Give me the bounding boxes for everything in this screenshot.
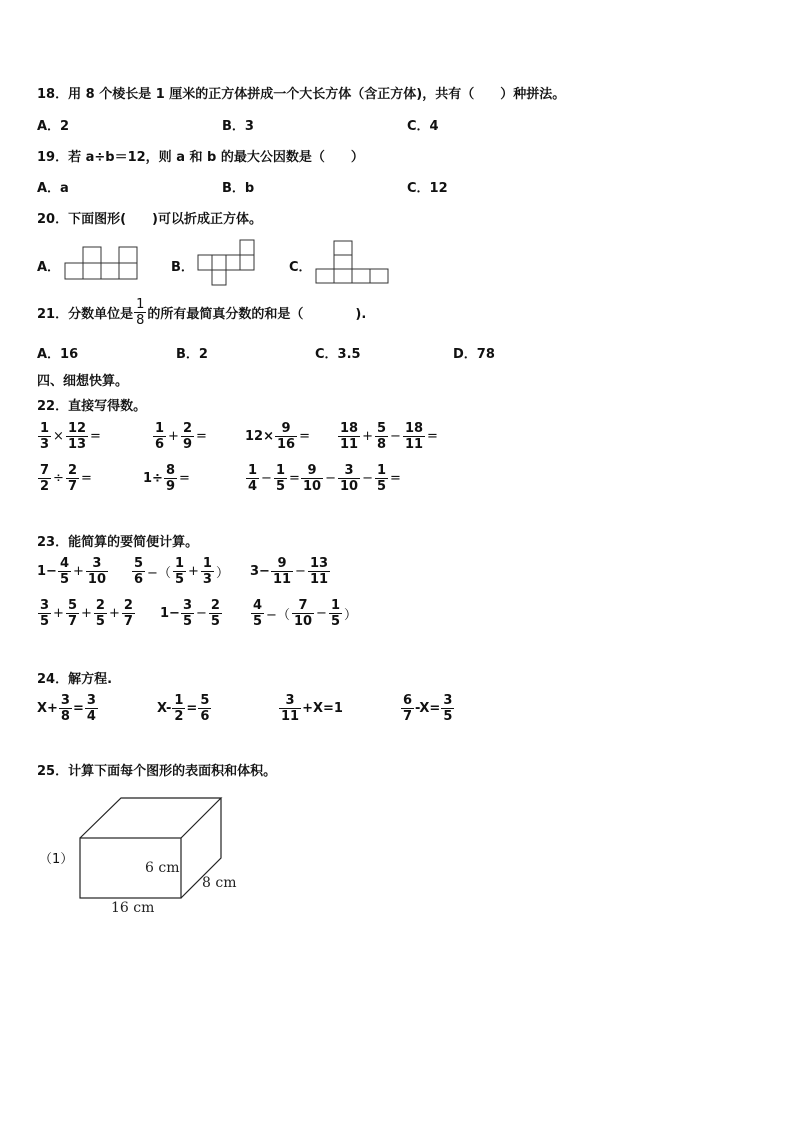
operator: + — [73, 564, 84, 579]
operator: + — [81, 606, 92, 621]
numerator: 1 — [174, 693, 184, 708]
operator: + — [362, 429, 373, 444]
q22-expr-7 — [245, 463, 301, 494]
q23-expr-1 — [37, 556, 109, 587]
q23-expr-6 — [250, 598, 358, 629]
fraction — [246, 463, 259, 494]
fraction — [172, 693, 185, 724]
term: = — [72, 701, 84, 716]
operator: = — [90, 429, 101, 444]
denominator: 9 — [182, 437, 192, 452]
numerator: 3 — [443, 693, 453, 708]
cuboid-figure — [75, 793, 245, 918]
operator: = — [196, 429, 207, 444]
numerator: 1 — [40, 421, 50, 436]
cuboid-height-label: 6 cm — [145, 860, 180, 876]
fraction — [38, 463, 51, 494]
denominator: 4 — [248, 479, 258, 494]
numerator: 1 — [155, 421, 165, 436]
operator: −（ — [266, 608, 290, 623]
fraction — [66, 598, 79, 629]
numerator: 2 — [182, 421, 192, 436]
cuboid-depth-label: 8 cm — [202, 875, 237, 891]
numerator: 5 — [200, 693, 210, 708]
operator: × — [53, 429, 64, 444]
fraction — [86, 556, 108, 587]
q20-option-c[interactable]: C． — [289, 260, 312, 275]
numerator: 1 — [202, 556, 212, 571]
fraction — [338, 463, 360, 494]
q22-expr-5 — [37, 463, 93, 494]
denominator: 3 — [202, 572, 212, 587]
question-19: 19．若 a÷b＝12，则 a 和 b 的最大公因数是（ ） — [37, 150, 364, 165]
fraction — [122, 598, 135, 629]
numerator: 1 — [174, 556, 184, 571]
operator: − — [261, 471, 272, 486]
q24-equation-4 — [400, 693, 455, 724]
numerator: 6 — [403, 693, 413, 708]
q21-option-c[interactable]: C．3.5 — [315, 347, 361, 362]
question-25: 25．计算下面每个图形的表面积和体积。 — [37, 764, 277, 779]
q21-option-b[interactable]: B．2 — [176, 347, 208, 362]
operator: − — [325, 471, 336, 486]
denominator: 5 — [330, 614, 340, 629]
denominator: 11 — [340, 437, 359, 452]
term: X- — [157, 701, 172, 716]
question-24: 24．解方程. — [37, 672, 113, 687]
fraction — [441, 693, 454, 724]
denominator: 6 — [155, 437, 165, 452]
cube-net-a — [64, 246, 138, 280]
operator: − — [316, 606, 327, 621]
operator: = — [390, 471, 401, 486]
denominator: 2 — [40, 479, 50, 494]
q19-option-a[interactable]: A．a — [37, 181, 69, 196]
operator: = — [81, 471, 92, 486]
q23-expr-4 — [37, 598, 136, 629]
term: 3− — [250, 564, 270, 579]
cube-net-b — [197, 239, 257, 287]
fraction — [209, 598, 222, 629]
denominator: 10 — [303, 479, 322, 494]
numerator: 3 — [344, 463, 354, 478]
operator: = — [427, 429, 438, 444]
operator: = — [299, 429, 310, 444]
denominator: 7 — [67, 479, 77, 494]
q24-equation-3 — [278, 693, 343, 724]
fraction — [38, 598, 51, 629]
numerator: 3 — [86, 693, 96, 708]
term: 1− — [37, 564, 57, 579]
denominator: 8 — [377, 437, 387, 452]
q21-prefix: 21．分数单位是 — [37, 307, 134, 322]
denominator: 5 — [275, 479, 285, 494]
numerator: 9 — [277, 556, 287, 571]
q22-expr-4 — [337, 421, 439, 452]
q21-fraction: $\frac{1}{8}$ — [136, 297, 145, 328]
fraction — [198, 693, 211, 724]
fraction — [271, 556, 293, 587]
fraction — [181, 598, 194, 629]
q22-expr-8 — [300, 463, 402, 494]
fraction — [173, 556, 186, 587]
fraction — [292, 598, 314, 629]
fraction — [59, 693, 72, 724]
q23-expr-3 — [250, 556, 331, 587]
denominator: 10 — [87, 572, 106, 587]
denominator: 7 — [403, 709, 413, 724]
operator: = — [179, 471, 190, 486]
denominator: 4 — [86, 709, 96, 724]
numerator: 8 — [165, 463, 175, 478]
denominator: 5 — [174, 572, 184, 587]
fraction — [94, 598, 107, 629]
denominator: 5 — [253, 614, 263, 629]
denominator: 7 — [123, 614, 133, 629]
operator: + — [53, 606, 64, 621]
numerator: 5 — [377, 421, 387, 436]
denominator: 5 — [443, 709, 453, 724]
fraction — [375, 421, 388, 452]
numerator: 4 — [59, 556, 69, 571]
q24-equation-2 — [157, 693, 212, 724]
numerator: 1 — [248, 463, 258, 478]
q19-option-b[interactable]: B．b — [222, 181, 255, 196]
fraction — [38, 421, 51, 452]
numerator: 2 — [123, 598, 133, 613]
fraction — [164, 463, 177, 494]
operator: + — [108, 606, 120, 621]
q18-option-c[interactable]: C．4 — [407, 119, 439, 134]
q18-option-a[interactable]: A．2 — [37, 119, 70, 134]
fraction — [132, 556, 145, 587]
term: 1÷ — [143, 471, 163, 486]
question-18: 18．用 8 个棱长是 1 厘米的正方体拼成一个大长方体（含正方体)，共有（ ）种拼法。 — [37, 87, 566, 102]
numerator: 4 — [253, 598, 263, 613]
numerator: 5 — [67, 598, 77, 613]
numerator: 18 — [340, 421, 359, 436]
q23-expr-2 — [131, 556, 230, 587]
q22-expr-1 — [37, 421, 102, 452]
operator: ÷ — [53, 471, 64, 486]
operator: + — [188, 564, 199, 579]
fraction — [58, 556, 71, 587]
q22-expr-3 — [245, 421, 311, 452]
term: = — [186, 701, 198, 716]
fraction — [301, 463, 323, 494]
fraction — [201, 556, 214, 587]
fraction — [275, 421, 297, 452]
numerator: 18 — [404, 421, 424, 436]
denominator: 8 — [60, 709, 70, 724]
q24-equation-1 — [37, 693, 99, 724]
operator: ） — [344, 608, 358, 623]
operator: − — [295, 564, 306, 579]
numerator: 9 — [307, 463, 317, 478]
term: 12× — [245, 429, 274, 444]
operator: ） — [215, 566, 229, 581]
operator: − — [196, 606, 207, 621]
term: +X=1 — [302, 701, 343, 716]
operator: − — [362, 471, 373, 486]
q20-option-b[interactable]: B． — [171, 260, 194, 275]
q21-option-a[interactable]: A．16 — [37, 347, 79, 362]
fraction — [329, 598, 342, 629]
numerator: 2 — [95, 598, 105, 613]
fraction — [251, 598, 264, 629]
numerator: 13 — [309, 556, 329, 571]
denominator: 5 — [182, 614, 192, 629]
fraction — [66, 463, 79, 494]
q20-option-a[interactable]: A． — [37, 260, 61, 275]
q22-expr-2 — [152, 421, 208, 452]
question-20: 20．下面图形( )可以折成正方体。 — [37, 212, 262, 227]
q23-expr-5 — [160, 598, 223, 629]
denominator: 9 — [165, 479, 175, 494]
numerator: 3 — [182, 598, 192, 613]
denominator: 6 — [200, 709, 210, 724]
denominator: 6 — [134, 572, 144, 587]
numerator: 3 — [285, 693, 295, 708]
denominator: 5 — [95, 614, 105, 629]
operator: = — [289, 471, 300, 486]
question-21 — [37, 297, 366, 328]
numerator: 2 — [67, 463, 77, 478]
denominator: 2 — [174, 709, 184, 724]
denominator: 11 — [404, 437, 424, 452]
denominator: 5 — [59, 572, 69, 587]
operator: − — [390, 429, 401, 444]
fraction — [403, 421, 425, 452]
numerator: 3 — [40, 598, 50, 613]
term: -X= — [415, 701, 441, 716]
fraction — [181, 421, 194, 452]
section-4-title: 四、细想快算。 — [37, 374, 129, 389]
q21-option-d[interactable]: D．78 — [453, 347, 495, 362]
denominator: 13 — [67, 437, 87, 452]
question-23: 23．能简算的要简便计算。 — [37, 535, 199, 550]
q21-suffix: 的所有最简真分数的和是（ ). — [147, 307, 367, 322]
operator: −（ — [147, 566, 171, 581]
fraction — [375, 463, 388, 494]
fraction — [308, 556, 330, 587]
q19-option-c[interactable]: C．12 — [407, 181, 448, 196]
fraction — [274, 463, 287, 494]
numerator: 7 — [298, 598, 308, 613]
denominator: 3 — [40, 437, 50, 452]
operator: + — [168, 429, 179, 444]
denominator: 11 — [281, 709, 300, 724]
numerator: 9 — [281, 421, 291, 436]
term: X+ — [37, 701, 58, 716]
cuboid-length-label: 16 cm — [111, 900, 155, 916]
numerator: 12 — [67, 421, 87, 436]
denominator: 10 — [340, 479, 359, 494]
numerator: 3 — [60, 693, 70, 708]
numerator: 1 — [377, 463, 387, 478]
numerator: 3 — [92, 556, 102, 571]
fraction — [153, 421, 166, 452]
question-22: 22．直接写得数。 — [37, 399, 147, 414]
term: 1− — [160, 606, 180, 621]
fraction — [401, 693, 414, 724]
numerator: 5 — [134, 556, 144, 571]
fraction — [279, 693, 301, 724]
numerator: 2 — [210, 598, 220, 613]
denominator: 11 — [309, 572, 329, 587]
numerator: 7 — [40, 463, 50, 478]
denominator: 16 — [276, 437, 296, 452]
fraction — [85, 693, 98, 724]
denominator: 5 — [210, 614, 220, 629]
numerator: 1 — [275, 463, 285, 478]
q25-figure-label: （1） — [39, 852, 74, 867]
numerator: 1 — [330, 598, 340, 613]
q22-expr-6 — [143, 463, 191, 494]
fraction — [338, 421, 360, 452]
denominator: 7 — [67, 614, 77, 629]
denominator: 5 — [40, 614, 50, 629]
cube-net-c — [315, 240, 389, 284]
q18-option-b[interactable]: B．3 — [222, 119, 254, 134]
denominator: 10 — [293, 614, 313, 629]
denominator: 11 — [272, 572, 292, 587]
denominator: 5 — [377, 479, 387, 494]
fraction — [66, 421, 88, 452]
